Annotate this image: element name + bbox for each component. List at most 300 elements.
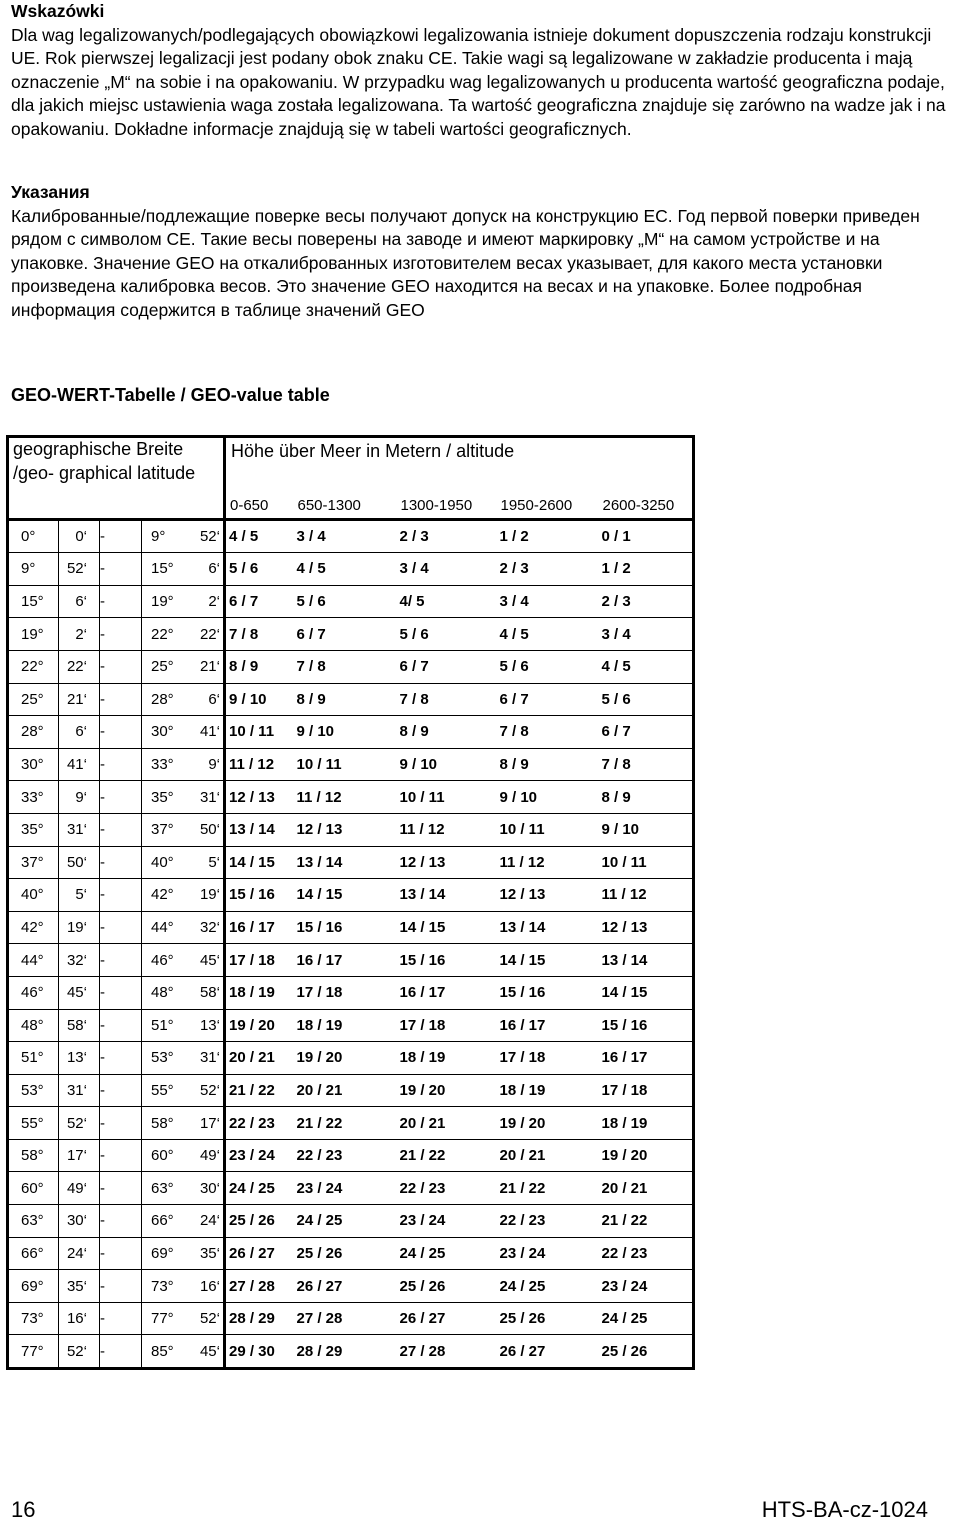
russian-text: Калиброванные/подлежащие поверке весы получают допуск на конструкцию ЕС. Год первой поверки приведен рядом с символом CE. Такие весы поверены на заводе и имеют маркировку „М“ на самом устройстве и на упаковке. Значение GEO на откалиброванных изготовителем весах указывает, для какого места установки произведена калибровка весов. Это значение GEO находится на весах и на упаковке. Более подробная информация содержится в таблице значений GEO: [11, 205, 920, 320]
latitude-to-degrees: 19°: [142, 585, 188, 618]
russian-notes: [11, 181, 955, 322]
latitude-from-minutes: 22‘: [59, 650, 100, 683]
geo-value-cell: 16 / 17: [497, 1009, 599, 1042]
geo-value-cell: 22 / 23: [225, 1107, 294, 1140]
geo-value-cell: 21 / 22: [397, 1139, 497, 1172]
geo-value-cell: 20 / 21: [294, 1074, 397, 1107]
geo-value-cell: 1 / 2: [599, 553, 694, 586]
geo-value-cell: 11 / 12: [497, 846, 599, 879]
latitude-to-degrees: 55°: [142, 1074, 188, 1107]
geo-value-cell: 24 / 25: [294, 1205, 397, 1238]
geo-value-cell: 13 / 14: [599, 944, 694, 977]
table-row: [8, 911, 694, 944]
polish-notes: [11, 0, 955, 141]
geo-value-cell: 26 / 27: [225, 1237, 294, 1270]
geo-value-table: [6, 435, 695, 1370]
latitude-to-minutes: 17‘: [188, 1107, 225, 1140]
latitude-to-degrees: 48°: [142, 976, 188, 1009]
latitude-to-minutes: 52‘: [188, 1302, 225, 1335]
polish-heading: Wskazówki: [11, 1, 105, 21]
latitude-to-degrees: 42°: [142, 879, 188, 912]
range-dash: -: [100, 1009, 142, 1042]
geo-value-cell: 7 / 8: [294, 650, 397, 683]
geo-value-cell: 19 / 20: [599, 1139, 694, 1172]
latitude-to-degrees: 85°: [151, 1342, 174, 1360]
latitude-to-degrees: 51°: [142, 1009, 188, 1042]
geo-value-cell: 17 / 18: [397, 1009, 497, 1042]
latitude-to-minutes: 35‘: [188, 1237, 225, 1270]
latitude-from-minutes: 2‘: [59, 618, 100, 651]
geo-value-cell: 28 / 29: [296, 1342, 343, 1360]
latitude-to-minutes: 32‘: [188, 911, 225, 944]
geo-value-cell: 17 / 18: [225, 944, 294, 977]
geo-value-cell: 5 / 6: [294, 585, 397, 618]
table-row: [8, 650, 694, 683]
range-dash: -: [100, 976, 142, 1009]
geo-value-cell: 10 / 11: [294, 748, 397, 781]
geo-value-cell: 9 / 10: [599, 813, 694, 846]
geo-value-cell: 11 / 12: [225, 748, 294, 781]
latitude-from-minutes: 13‘: [59, 1042, 100, 1075]
geo-value-cell: 4 / 5: [294, 553, 397, 586]
geo-value-cell: 24 / 25: [225, 1172, 294, 1205]
latitude-from-degrees: 69°: [8, 1270, 59, 1303]
latitude-from-degrees: 73°: [8, 1302, 59, 1335]
range-dash: -: [100, 911, 142, 944]
geo-value-cell: 22 / 23: [599, 1237, 694, 1270]
latitude-to-minutes: 30‘: [188, 1172, 225, 1205]
latitude-to-degrees: 44°: [142, 911, 188, 944]
latitude-from-degrees: 19°: [8, 618, 59, 651]
geo-value-cell: 23 / 24: [294, 1172, 397, 1205]
latitude-from-degrees: 48°: [8, 1009, 59, 1042]
altitude-column-header: 650-1300: [294, 470, 397, 520]
geo-value-cell: 18 / 19: [497, 1074, 599, 1107]
latitude-from-degrees: 55°: [8, 1107, 59, 1140]
latitude-to-minutes: 6‘: [188, 553, 225, 586]
geo-value-cell: 23 / 24: [397, 1205, 497, 1238]
geo-value-cell: 10 / 11: [599, 846, 694, 879]
latitude-to-degrees: 66°: [142, 1205, 188, 1238]
latitude-to-minutes: 5‘: [188, 846, 225, 879]
latitude-from-degrees: 30°: [8, 748, 59, 781]
latitude-to-minutes: 45‘: [188, 1335, 225, 1369]
geo-value-cell: 15 / 16: [294, 911, 397, 944]
table-row: [8, 585, 694, 618]
geo-value-cell: 14 / 15: [397, 911, 497, 944]
geo-value-cell: 16 / 17: [599, 1042, 694, 1075]
geo-value-cell: 25 / 26: [225, 1205, 294, 1238]
geo-value-cell: 8 / 9: [497, 748, 599, 781]
geo-value-cell: 27 / 28: [294, 1302, 397, 1335]
geo-value-cell: 5 / 6: [397, 618, 497, 651]
range-dash: -: [100, 1107, 142, 1140]
polish-text: Dla wag legalizowanych/podlegających obowiązkowi legalizowania istnieje dokument dopuszczenia rodzaju konstrukcji UE. Rok pierwszej legalizacji jest podany obok znaku CE. Takie wagi są legalizowane w zakładzie producenta i mają oznaczenie „M“ na sobie i na opakowaniu. W przypadku wag legalizowanych u producenta wartość geograficzna podaje, dla jakich miejsc ustawienia waga została legalizowana. Ta wartość geograficzna znajduje się zarówno na wadze jak i na opakowaniu. Dokładne informacje znajdują się w tabeli wartości geograficznych.: [11, 24, 946, 139]
table-row: [8, 846, 694, 879]
geo-value-cell: 15 / 16: [599, 1009, 694, 1042]
geo-value-cell: 20 / 21: [225, 1042, 294, 1075]
geo-value-cell: 22 / 23: [397, 1172, 497, 1205]
latitude-to-minutes: 22‘: [188, 618, 225, 651]
geo-value-cell: 25 / 26: [294, 1237, 397, 1270]
table-title: GEO-WERT-Tabelle / GEO-value table: [11, 385, 330, 405]
range-dash: -: [100, 944, 142, 977]
range-dash: -: [100, 748, 142, 781]
geo-value-cell: 14 / 15: [497, 944, 599, 977]
table-row: [8, 944, 694, 977]
latitude-from-minutes: 32‘: [59, 944, 100, 977]
geo-value-cell: 27 / 28: [225, 1270, 294, 1303]
geo-value-cell: 6 / 7: [294, 618, 397, 651]
geo-value-cell: 20 / 21: [397, 1107, 497, 1140]
latitude-to-degrees: 22°: [142, 618, 188, 651]
geo-value-cell: 6 / 7: [599, 716, 694, 749]
geo-value-cell: 9 / 10: [397, 748, 497, 781]
latitude-from-minutes: 30‘: [59, 1205, 100, 1238]
geo-value-cell: 27 / 28: [399, 1342, 446, 1360]
geo-value-cell: 3 / 4: [599, 618, 694, 651]
latitude-from-degrees: 51°: [8, 1042, 59, 1075]
latitude-from-degrees: 60°: [8, 1172, 59, 1205]
geo-value-cell: 14 / 15: [599, 976, 694, 1009]
table-row: [8, 683, 694, 716]
geo-value-cell: 19 / 20: [497, 1107, 599, 1140]
latitude-to-degrees: 9°: [142, 519, 188, 553]
geo-value-cell: 9 / 10: [497, 781, 599, 814]
geo-value-cell: 7 / 8: [599, 748, 694, 781]
geo-value-cell: 5 / 6: [497, 650, 599, 683]
geo-value-cell: 18 / 19: [397, 1042, 497, 1075]
geo-value-cell: 26 / 27: [499, 1342, 546, 1360]
range-dash: -: [100, 1074, 142, 1107]
geo-value-cell: 7 / 8: [397, 683, 497, 716]
geo-value-cell: 2 / 3: [397, 519, 497, 553]
latitude-from-minutes: 52‘: [59, 553, 100, 586]
geo-value-cell: 18 / 19: [599, 1107, 694, 1140]
geo-value-cell: 16 / 17: [397, 976, 497, 1009]
latitude-from-minutes: 6‘: [59, 585, 100, 618]
geo-value-cell: 8 / 9: [294, 683, 397, 716]
geo-value-cell: 8 / 9: [225, 650, 294, 683]
latitude-to-degrees: 46°: [142, 944, 188, 977]
latitude-to-degrees: 63°: [142, 1172, 188, 1205]
geo-value-cell: 7 / 8: [497, 716, 599, 749]
latitude-from-minutes: 31‘: [59, 813, 100, 846]
latitude-to-minutes: 49‘: [188, 1139, 225, 1172]
table-row: [8, 1237, 694, 1270]
table-row: [8, 618, 694, 651]
latitude-to-degrees: 33°: [142, 748, 188, 781]
geo-value-cell: 4 / 5: [225, 519, 294, 553]
altitude-column-header: 0-650: [225, 470, 294, 520]
table-row: [8, 1042, 694, 1075]
latitude-to-degrees: 15°: [142, 553, 188, 586]
geo-value-cell: 21 / 22: [294, 1107, 397, 1140]
latitude-to-minutes: 50‘: [188, 813, 225, 846]
latitude-from-degrees: 33°: [8, 781, 59, 814]
geo-value-cell: 15 / 16: [397, 944, 497, 977]
latitude-from-degrees: 66°: [8, 1237, 59, 1270]
range-dash: -: [100, 1302, 142, 1335]
latitude-to-degrees: 77°: [142, 1302, 188, 1335]
geo-value-cell: 18 / 19: [225, 976, 294, 1009]
geo-value-cell: 24 / 25: [397, 1237, 497, 1270]
geo-value-cell: 16 / 17: [225, 911, 294, 944]
geo-value-cell: 10 / 11: [225, 716, 294, 749]
table-row: [8, 1335, 694, 1369]
geo-value-cell: 25 / 26: [601, 1342, 648, 1360]
latitude-from-minutes: 21‘: [59, 683, 100, 716]
range-dash: -: [100, 519, 142, 553]
table-row: [8, 716, 694, 749]
geo-value-cell: 17 / 18: [294, 976, 397, 1009]
geo-value-cell: 12 / 13: [294, 813, 397, 846]
geo-value-cell: 24 / 25: [599, 1302, 694, 1335]
geo-value-cell: 12 / 13: [497, 879, 599, 912]
geo-value-cell: 25 / 26: [497, 1302, 599, 1335]
latitude-from-minutes: 19‘: [59, 911, 100, 944]
range-dash: -: [100, 1042, 142, 1075]
range-dash: -: [100, 553, 142, 586]
altitude-header: Höhe über Meer in Metern / altitude: [231, 441, 515, 461]
latitude-to-degrees: 58°: [142, 1107, 188, 1140]
geo-value-cell: 6 / 7: [497, 683, 599, 716]
geo-value-cell: 13 / 14: [225, 813, 294, 846]
table-row: [8, 1302, 694, 1335]
table-row: [8, 879, 694, 912]
latitude-from-degrees: 28°: [8, 716, 59, 749]
latitude-to-minutes: 41‘: [188, 716, 225, 749]
geo-value-cell: 26 / 27: [397, 1302, 497, 1335]
latitude-from-minutes: 31‘: [59, 1074, 100, 1107]
latitude-to-degrees: 25°: [142, 650, 188, 683]
geo-value-cell: 13 / 14: [497, 911, 599, 944]
range-dash: -: [100, 716, 142, 749]
document-code: HTS-BA-cz-1024: [761, 1497, 928, 1522]
geo-value-cell: 11 / 12: [599, 879, 694, 912]
latitude-from-minutes: 49‘: [59, 1172, 100, 1205]
latitude-from-degrees: 44°: [8, 944, 59, 977]
range-dash: -: [100, 1205, 142, 1238]
table-row: [8, 1172, 694, 1205]
latitude-from-degrees: 37°: [8, 846, 59, 879]
geo-value-cell: 17 / 18: [497, 1042, 599, 1075]
latitude-to-minutes: 13‘: [188, 1009, 225, 1042]
geo-value-cell: 7 / 8: [225, 618, 294, 651]
range-dash: -: [100, 1335, 142, 1369]
range-dash: -: [100, 846, 142, 879]
altitude-column-header: 1300-1950: [397, 470, 497, 520]
latitude-to-minutes: 31‘: [188, 1042, 225, 1075]
latitude-to-minutes: 58‘: [188, 976, 225, 1009]
latitude-from-minutes: 9‘: [59, 781, 100, 814]
latitude-header: geographische Breite /geo- graphical latitude: [8, 437, 225, 520]
latitude-from-degrees: 46°: [8, 976, 59, 1009]
latitude-from-minutes: 41‘: [59, 748, 100, 781]
geo-value-cell: 10 / 11: [497, 813, 599, 846]
geo-value-cell: 2 / 3: [599, 585, 694, 618]
table-row: [8, 1009, 694, 1042]
geo-value-cell: 20 / 21: [599, 1172, 694, 1205]
latitude-from-degrees: 25°: [8, 683, 59, 716]
geo-value-cell: 0 / 1: [599, 519, 694, 553]
geo-value-cell: 12 / 13: [599, 911, 694, 944]
geo-value-cell: 23 / 24: [599, 1270, 694, 1303]
range-dash: -: [100, 1139, 142, 1172]
latitude-from-minutes: 52‘: [66, 1342, 87, 1360]
geo-value-cell: 10 / 11: [397, 781, 497, 814]
latitude-from-degrees: 35°: [8, 813, 59, 846]
geo-value-cell: 4 / 5: [599, 650, 694, 683]
latitude-to-minutes: 16‘: [188, 1270, 225, 1303]
range-dash: -: [100, 1270, 142, 1303]
latitude-to-degrees: 53°: [142, 1042, 188, 1075]
latitude-to-minutes: 24‘: [188, 1205, 225, 1238]
latitude-to-degrees: 40°: [142, 846, 188, 879]
latitude-from-degrees: 77°: [8, 1335, 59, 1369]
geo-value-cell: 21 / 22: [599, 1205, 694, 1238]
russian-heading: Указания: [11, 182, 90, 202]
altitude-column-header: 1950-2600: [497, 470, 599, 520]
geo-value-cell: 6 / 7: [225, 585, 294, 618]
table-row: [8, 781, 694, 814]
geo-value-cell: 1 / 2: [497, 519, 599, 553]
range-dash: -: [100, 879, 142, 912]
geo-value-cell: 25 / 26: [397, 1270, 497, 1303]
table-row: [8, 1107, 694, 1140]
table-row: [8, 553, 694, 586]
page-number: 16: [11, 1497, 36, 1522]
range-dash: -: [100, 781, 142, 814]
latitude-to-minutes: 9‘: [188, 748, 225, 781]
geo-value-cell: 22 / 23: [294, 1139, 397, 1172]
latitude-from-minutes: 24‘: [59, 1237, 100, 1270]
latitude-from-minutes: 50‘: [59, 846, 100, 879]
geo-value-cell: 16 / 17: [294, 944, 397, 977]
range-dash: -: [100, 813, 142, 846]
geo-value-cell: 19 / 20: [397, 1074, 497, 1107]
geo-value-cell: 22 / 23: [497, 1205, 599, 1238]
geo-value-cell: 28 / 29: [225, 1302, 294, 1335]
latitude-from-minutes: 16‘: [59, 1302, 100, 1335]
latitude-to-minutes: 6‘: [188, 683, 225, 716]
geo-value-cell: 20 / 21: [497, 1139, 599, 1172]
geo-value-cell: 5 / 6: [599, 683, 694, 716]
latitude-from-minutes: 58‘: [59, 1009, 100, 1042]
geo-value-cell: 3 / 4: [497, 585, 599, 618]
latitude-to-minutes: 21‘: [188, 650, 225, 683]
latitude-from-degrees: 58°: [8, 1139, 59, 1172]
geo-value-cell: 13 / 14: [294, 846, 397, 879]
geo-value-cell: 3 / 4: [397, 553, 497, 586]
geo-value-cell: 23 / 24: [497, 1237, 599, 1270]
latitude-to-degrees: 69°: [142, 1237, 188, 1270]
table-row: [8, 1139, 694, 1172]
geo-value-cell: 4/ 5: [397, 585, 497, 618]
geo-value-cell: 12 / 13: [397, 846, 497, 879]
latitude-to-minutes: 2‘: [188, 585, 225, 618]
latitude-from-degrees: 63°: [8, 1205, 59, 1238]
table-row: [8, 519, 694, 553]
geo-value-cell: 8 / 9: [397, 716, 497, 749]
latitude-from-minutes: 0‘: [59, 519, 100, 553]
range-dash: -: [100, 1237, 142, 1270]
geo-value-cell: 29 / 30: [229, 1342, 275, 1360]
table-row: [8, 1205, 694, 1238]
table-row: [8, 976, 694, 1009]
geo-value-cell: 3 / 4: [294, 519, 397, 553]
geo-value-cell: 2 / 3: [497, 553, 599, 586]
table-row: [8, 813, 694, 846]
latitude-to-minutes: 19‘: [188, 879, 225, 912]
range-dash: -: [100, 683, 142, 716]
geo-value-cell: 8 / 9: [599, 781, 694, 814]
geo-value-cell: 11 / 12: [397, 813, 497, 846]
latitude-from-minutes: 52‘: [59, 1107, 100, 1140]
latitude-to-minutes: 31‘: [188, 781, 225, 814]
latitude-from-degrees: 0°: [8, 519, 59, 553]
latitude-to-degrees: 60°: [142, 1139, 188, 1172]
geo-value-cell: 21 / 22: [497, 1172, 599, 1205]
geo-value-cell: 5 / 6: [225, 553, 294, 586]
geo-value-cell: 21 / 22: [225, 1074, 294, 1107]
altitude-column-header: 2600-3250: [599, 470, 694, 520]
range-dash: -: [100, 1172, 142, 1205]
range-dash: -: [100, 618, 142, 651]
latitude-from-minutes: 6‘: [59, 716, 100, 749]
geo-value-cell: 6 / 7: [397, 650, 497, 683]
geo-value-cell: 4 / 5: [497, 618, 599, 651]
geo-value-cell: 9 / 10: [225, 683, 294, 716]
latitude-to-degrees: 35°: [142, 781, 188, 814]
latitude-from-degrees: 15°: [8, 585, 59, 618]
geo-value-cell: 26 / 27: [294, 1270, 397, 1303]
geo-value-cell: 11 / 12: [294, 781, 397, 814]
latitude-from-degrees: 22°: [8, 650, 59, 683]
geo-value-cell: 23 / 24: [225, 1139, 294, 1172]
geo-value-cell: 19 / 20: [225, 1009, 294, 1042]
table-row: [8, 1270, 694, 1303]
geo-value-cell: 14 / 15: [225, 846, 294, 879]
latitude-from-minutes: 35‘: [59, 1270, 100, 1303]
geo-value-cell: 15 / 16: [497, 976, 599, 1009]
geo-value-cell: 19 / 20: [294, 1042, 397, 1075]
latitude-to-degrees: 37°: [142, 813, 188, 846]
table-row: [8, 748, 694, 781]
latitude-from-minutes: 5‘: [59, 879, 100, 912]
geo-value-cell: 13 / 14: [397, 879, 497, 912]
range-dash: -: [100, 585, 142, 618]
latitude-from-degrees: 40°: [8, 879, 59, 912]
latitude-to-degrees: 73°: [142, 1270, 188, 1303]
geo-value-cell: 14 / 15: [294, 879, 397, 912]
latitude-from-minutes: 17‘: [59, 1139, 100, 1172]
latitude-to-minutes: 45‘: [188, 944, 225, 977]
range-dash: -: [100, 650, 142, 683]
geo-value-cell: 9 / 10: [294, 716, 397, 749]
latitude-from-degrees: 53°: [8, 1074, 59, 1107]
latitude-to-degrees: 30°: [142, 716, 188, 749]
latitude-to-minutes: 52‘: [188, 1074, 225, 1107]
table-row: [8, 1074, 694, 1107]
latitude-from-degrees: 42°: [8, 911, 59, 944]
latitude-from-degrees: 9°: [8, 553, 59, 586]
latitude-to-degrees: 28°: [142, 683, 188, 716]
geo-value-cell: 18 / 19: [294, 1009, 397, 1042]
geo-value-cell: 24 / 25: [497, 1270, 599, 1303]
geo-value-cell: 12 / 13: [225, 781, 294, 814]
geo-value-cell: 15 / 16: [225, 879, 294, 912]
